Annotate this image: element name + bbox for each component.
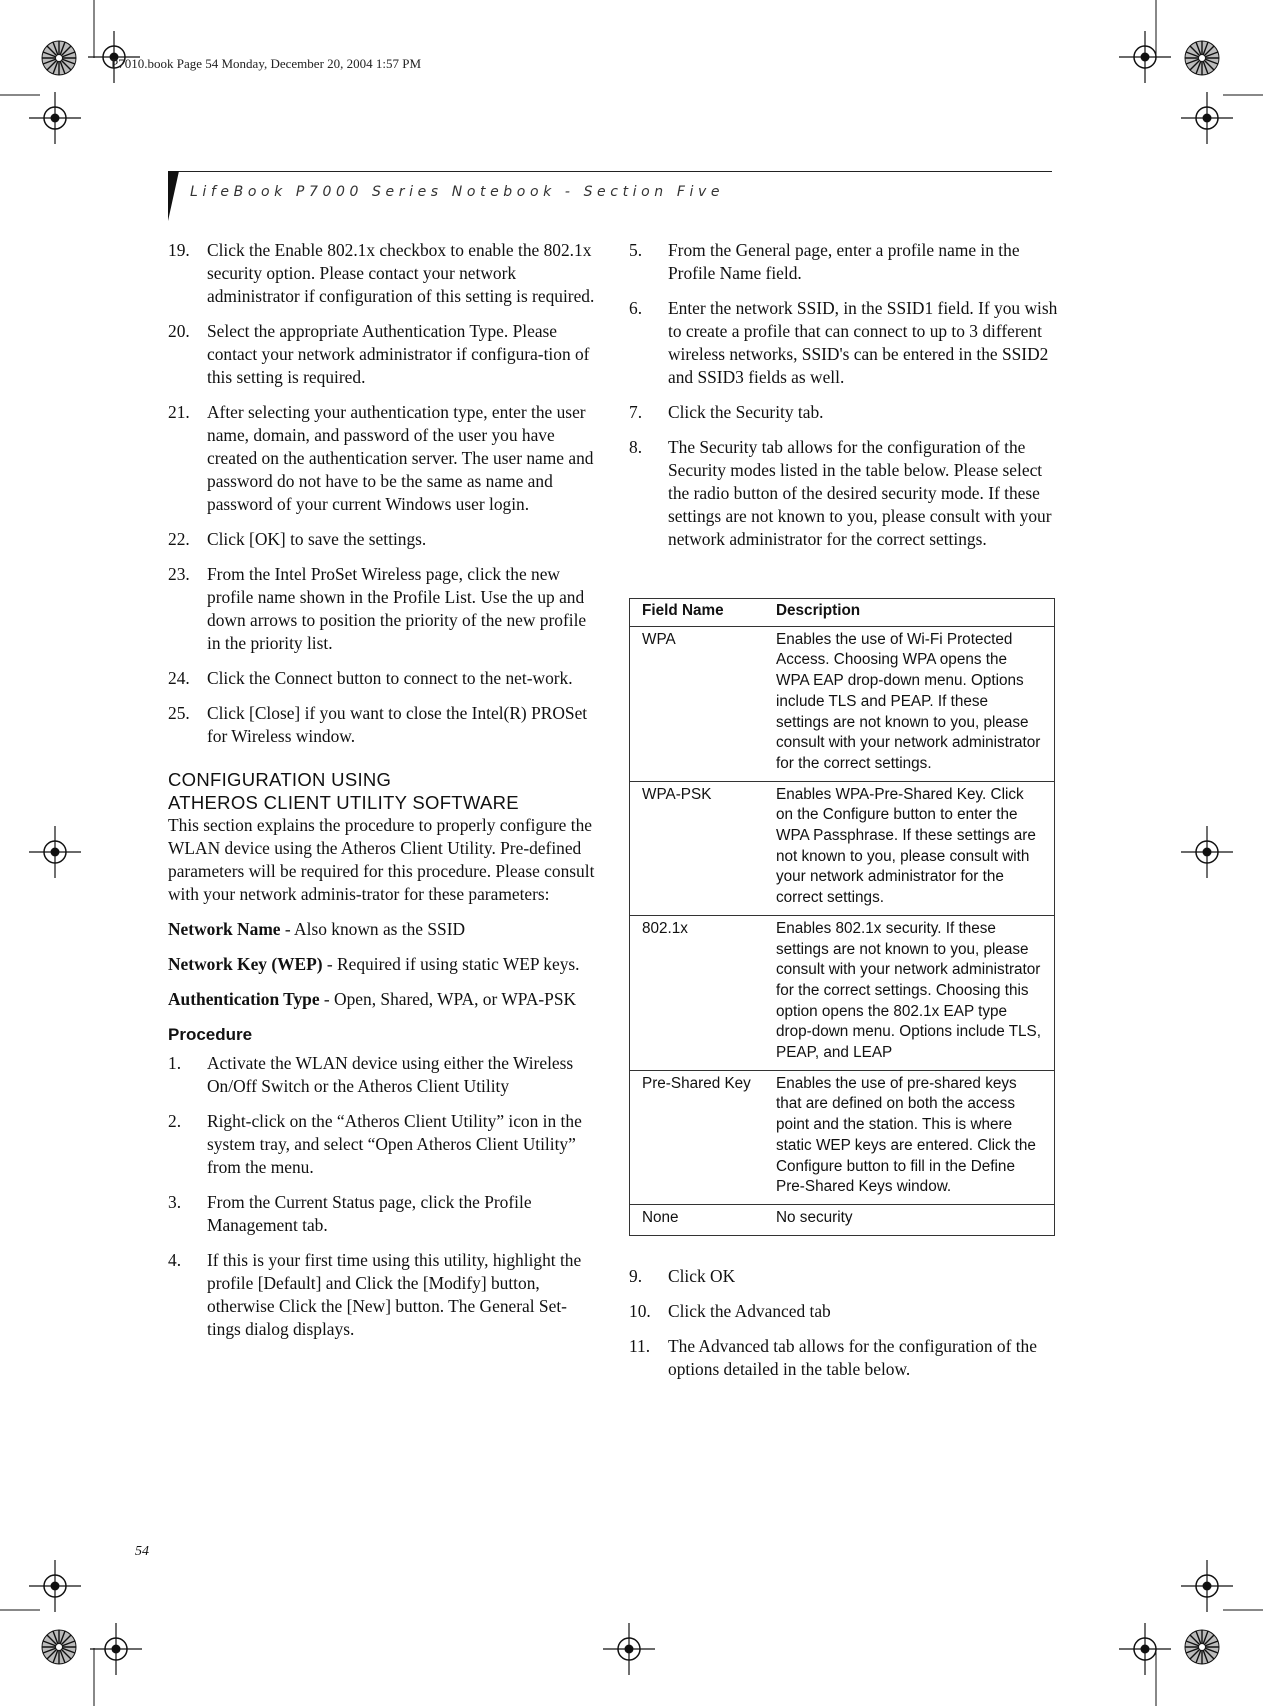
list-item: 10. Click the Advanced tab: [629, 1300, 831, 1321]
param-auth-type: Authentication Type - Open, Shared, WPA, or WPA-PSK: [168, 989, 577, 1009]
field-name-cell: WPA: [630, 626, 765, 781]
table-header-row: [630, 599, 1055, 627]
steps-list-left: [168, 239, 596, 748]
list-item: 19. Click the Enable 802.1x checkbox to enable the 802.1x security option. Please contact your network administrator if configuration of this setting is required.: [168, 240, 595, 306]
table-row: [630, 781, 1055, 915]
procedure-list-after-table: [629, 1265, 1061, 1381]
table-row: [630, 626, 1055, 781]
param-network-name: Network Name - Also known as the SSID: [168, 919, 466, 939]
description-cell: Enables WPA-Pre-Shared Key. Click on the Configure button to enter the WPA Passphrase. If these settings are not known to you, please consult with your network administrator for the correct settings.: [764, 781, 1055, 915]
list-item: 25. Click [Close] if you want to close the Intel(R) PROSet for Wireless window.: [168, 703, 588, 746]
table-row: [630, 1204, 1055, 1235]
security-modes-table: [629, 598, 1055, 1236]
field-name-cell: WPA-PSK: [630, 781, 765, 915]
field-name-cell: None: [630, 1204, 765, 1235]
field-name-cell: Pre-Shared Key: [630, 1070, 765, 1204]
table-row: [630, 1070, 1055, 1204]
list-item: 24. Click the Connect button to connect to the net-work.: [168, 668, 573, 688]
list-item: 9. Click OK: [629, 1265, 736, 1286]
list-item: 23. From the Intel ProSet Wireless page, click the new profile name shown in the Profile List. Use the up and down arrows to position the priority of the new profile in the priority list.: [168, 564, 587, 653]
list-item: 6. Enter the network SSID, in the SSID1 field. If you wish to create a profile that can connect to up to 3 different wireless networks, SSID's can be entered in the SSID2 and SSID3 fields as well.: [629, 298, 1058, 387]
procedure-heading: Procedure: [168, 1025, 253, 1044]
description-cell: No security: [764, 1204, 1055, 1235]
page-number: 54: [135, 1544, 149, 1559]
procedure-list-right: [629, 239, 1061, 551]
right-column: [629, 239, 1061, 1393]
list-item: 21. After selecting your authentication type, enter the user name, domain, and password of the user you have created on the authentication server. The user name and password do not have to be the same as name and password of your current Windows user login.: [168, 402, 594, 514]
print-info: P7010.book Page 54 Monday, December 20, 2004 1:57 PM: [111, 56, 422, 71]
list-item: 3. From the Current Status page, click the Profile Management tab.: [168, 1192, 532, 1235]
procedure-list-left: [168, 1052, 596, 1341]
section-title: CONFIGURATION USING ATHEROS CLIENT UTILITY SOFTWARE: [168, 769, 519, 813]
list-item: 4. If this is your first time using this utility, highlight the profile [Default] and Click the [Modify] button, otherwise Click the [New] button. The General Set-tings dialog displays.: [168, 1250, 582, 1339]
list-item: 5. From the General page, enter a profile name in the Profile Name field.: [629, 240, 1020, 283]
list-item: 2. Right-click on the “Atheros Client Utility” icon in the system tray, and select “Open Atheros Client Utility” from the menu.: [168, 1111, 582, 1177]
column-header: Field Name: [630, 599, 765, 627]
field-name-cell: 802.1x: [630, 915, 765, 1070]
list-item: 1. Activate the WLAN device using either the Wireless On/Off Switch or the Atheros Client Utility: [168, 1053, 574, 1096]
list-item: 8. The Security tab allows for the configuration of the Security modes listed in the table below. Please select the radio button of the desired security mode. If these settings are not known to you, please consult with your network administrator for the correct settings.: [629, 437, 1052, 549]
list-item: 7. Click the Security tab.: [629, 402, 824, 422]
description-cell: Enables 802.1x security. If these settings are not known to you, please consult with your network administrator for the correct settings. Choosing this option opens the 802.1x EAP type drop-down menu. Options include TLS, PEAP, and LEAP: [764, 915, 1055, 1070]
section-intro: This section explains the procedure to properly configure the WLAN device using the Atheros Client Utility. Pre-defined parameters will be required for this procedure. Please consult with your network adminis-trator for these parameters:: [168, 815, 595, 904]
left-column: [168, 239, 596, 1353]
column-header: Description: [764, 599, 1055, 627]
header-tick: [168, 171, 179, 221]
list-item: 20. Select the appropriate Authentication Type. Please contact your network administrator if configura-tion of this setting is required.: [168, 321, 590, 387]
table-row: [630, 915, 1055, 1070]
running-head: LifeBook P7000 Series Notebook - Section Five: [190, 184, 725, 200]
list-item: 22. Click [OK] to save the settings.: [168, 529, 427, 549]
list-item: 11. The Advanced tab allows for the configuration of the options detailed in the table below.: [629, 1335, 1037, 1379]
description-cell: Enables the use of Wi-Fi Protected Access. Choosing WPA opens the WPA EAP drop-down menu. Options include TLS and PEAP. If these settings are not known to you, please consult with your network administrator for the correct settings.: [764, 626, 1055, 781]
header-rule: [168, 171, 1052, 172]
param-network-key: Network Key (WEP) - Required if using static WEP keys.: [168, 954, 580, 974]
description-cell: Enables the use of pre-shared keys that are defined on both the access point and the station. This is where static WEP keys are entered. Click the Configure button to fill in the Define Pre-Shared Keys window.: [764, 1070, 1055, 1204]
